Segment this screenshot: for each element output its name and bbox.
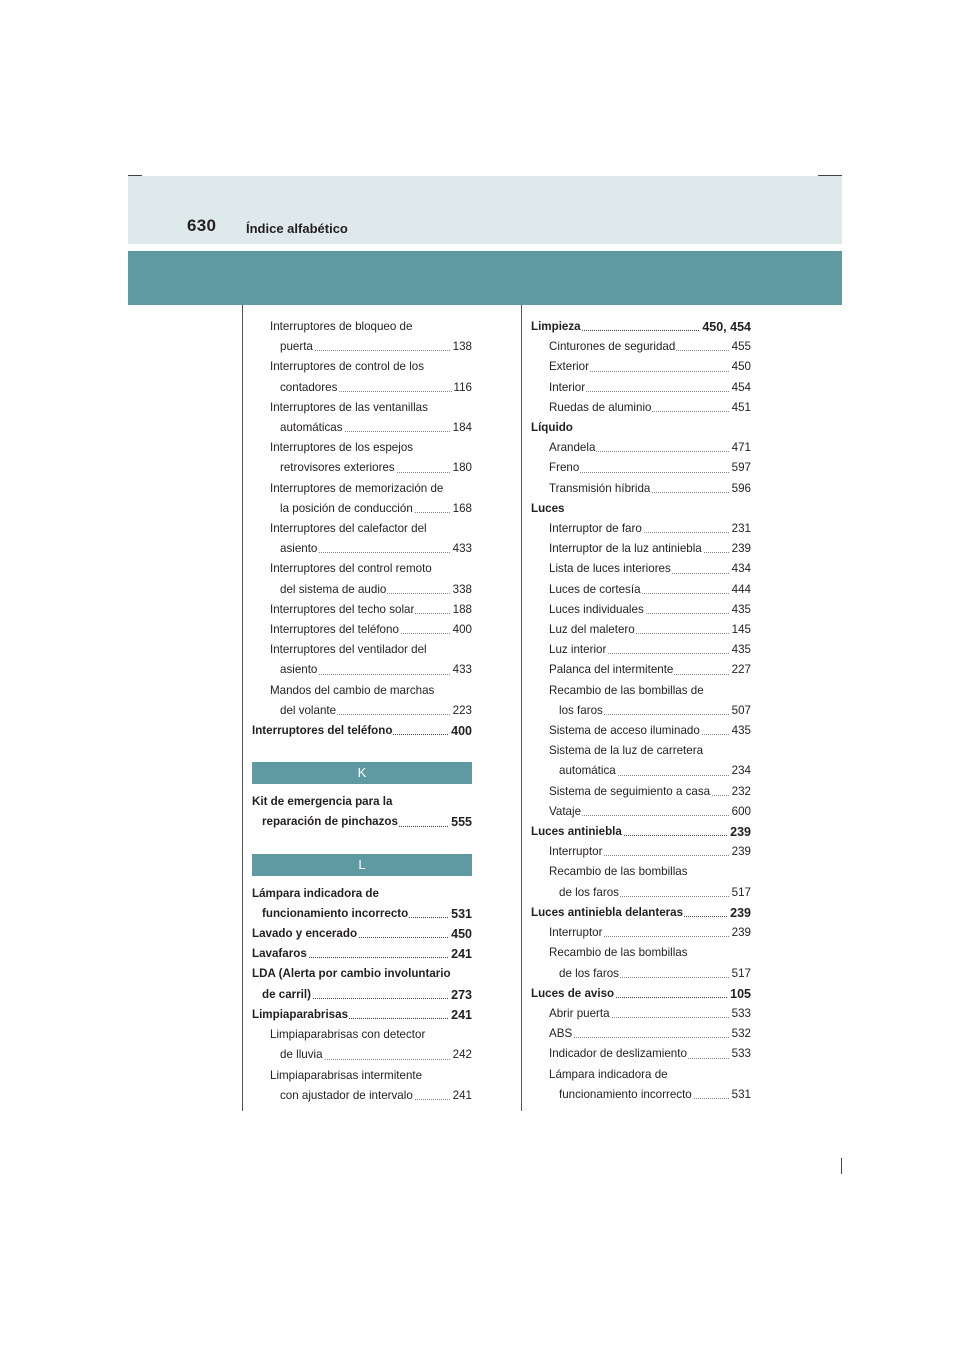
spacer (252, 741, 472, 762)
index-entry-page: 239 (730, 842, 751, 862)
index-entry-page: 435 (730, 600, 751, 620)
index-entry-label: Sistema de la luz de carretera (549, 744, 704, 758)
index-entry-label: Luces individuales (549, 602, 644, 616)
header-band (128, 251, 842, 305)
index-entry-label: Luces de aviso (531, 986, 615, 1000)
index-entry (531, 1004, 751, 1024)
index-entry-label: Interruptores de memorización de (270, 481, 444, 495)
index-entry-label: Mandos del cambio de marchas (270, 683, 435, 697)
index-entry (531, 984, 751, 1004)
index-entry (252, 438, 472, 458)
index-entry-page: 239 (728, 822, 751, 842)
index-entry (531, 640, 751, 660)
index-entry-page: 188 (451, 600, 472, 620)
index-entry-label: reparación de pinchazos (262, 815, 398, 829)
index-entry-label: funcionamiento incorrecto (262, 906, 409, 920)
index-entry-label: LDA (Alerta por cambio involuntario (252, 967, 451, 981)
index-entry-label: Kit de emergencia para la (252, 795, 393, 809)
index-entry-page: 444 (730, 580, 751, 600)
index-entry-label: Interruptor (549, 926, 603, 940)
index-entry-page: 434 (730, 559, 751, 579)
index-entry (531, 964, 751, 984)
index-entry-page: 455 (730, 337, 751, 357)
index-column-left (252, 317, 472, 1106)
index-entry-label: con ajustador de intervalo (280, 1088, 413, 1102)
index-entry (531, 559, 751, 579)
index-entry-label: Interruptores de las ventanillas (270, 400, 428, 414)
index-entry-page: 531 (449, 904, 472, 924)
index-entry-page: 450, 454 (700, 317, 751, 337)
index-entry-page: 400 (451, 620, 472, 640)
index-entry-page: 138 (451, 337, 472, 357)
index-entry (531, 357, 751, 377)
index-entry-page: 168 (451, 499, 472, 519)
index-entry-page: 184 (451, 418, 472, 438)
index-entry-page: 241 (451, 1086, 472, 1106)
index-entry-label: Lavafaros (252, 947, 307, 961)
index-entry-label: del sistema de audio (280, 582, 387, 596)
index-entry (252, 580, 472, 600)
index-entry-page: 533 (730, 1004, 751, 1024)
index-entry-page: 531 (730, 1085, 751, 1105)
index-entry (252, 539, 472, 559)
index-entry-label: Limpiaparabrisas con detector (270, 1028, 426, 1042)
page-header (128, 176, 842, 244)
index-entry (252, 701, 472, 721)
index-column-right (531, 317, 751, 1105)
index-entry (531, 1085, 751, 1105)
index-entry-label: Recambio de las bombillas (549, 946, 688, 960)
index-entry-label: Abrir puerta (549, 1006, 610, 1020)
index-entry-page: 533 (730, 1044, 751, 1064)
section-letter-header: K (252, 762, 472, 784)
index-entry-page: 597 (730, 458, 751, 478)
index-entry (252, 1086, 472, 1106)
index-entry-page: 227 (730, 660, 751, 680)
index-entry (252, 418, 472, 438)
index-entry (531, 660, 751, 680)
index-entry-page: 241 (449, 1005, 472, 1025)
index-entry-page: 507 (730, 701, 751, 721)
index-entry-label: del volante (280, 703, 337, 717)
index-entry-label: Interruptor (549, 845, 603, 859)
index-entry-page: 517 (730, 964, 751, 984)
index-entry-page: 239 (730, 923, 751, 943)
index-entry-label: Luces antiniebla (531, 825, 622, 839)
index-entry (252, 357, 472, 377)
index-entry (531, 539, 751, 559)
index-entry-page: 435 (730, 721, 751, 741)
index-entry-label: Interruptores del calefactor del (270, 522, 427, 536)
index-entry-label: Lámpara indicadora de (549, 1067, 668, 1081)
index-entry-page: 454 (730, 378, 751, 398)
index-entry-label: Limpieza (531, 320, 581, 333)
index-entry-label: Líquido (531, 421, 573, 435)
index-entry (252, 792, 472, 812)
index-entry-label: Luz del maletero (549, 623, 635, 637)
index-entry (531, 317, 751, 337)
index-entry-label: Interruptores del control remoto (270, 562, 432, 576)
index-entry-label: Luces antiniebla delanteras (531, 905, 684, 919)
index-entry (252, 1005, 472, 1025)
spacer (252, 833, 472, 854)
index-entry-page: 451 (730, 398, 751, 418)
index-entry (531, 883, 751, 903)
index-entry (252, 985, 472, 1005)
index-entry-label: Recambio de las bombillas (549, 865, 688, 879)
page-title: Índice alfabético (246, 221, 348, 236)
index-entry (252, 681, 472, 701)
index-entry (531, 782, 751, 802)
index-entry (531, 499, 751, 519)
index-entry (252, 479, 472, 499)
index-entry (531, 458, 751, 478)
index-entry-label: ABS (549, 1027, 573, 1041)
index-entry-page: 239 (728, 903, 751, 923)
index-entry (252, 964, 472, 984)
index-entry-label: Interruptor de faro (549, 522, 642, 536)
index-entry (531, 721, 751, 741)
index-entry (531, 761, 751, 781)
index-entry-label: automática (559, 764, 616, 778)
index-entry-label: Interruptores de control de los (270, 360, 425, 374)
index-entry-label: Indicador de deslizamiento (549, 1047, 687, 1061)
index-entry-label: puerta (280, 340, 313, 354)
index-entry-label: Lámpara indicadora de (252, 886, 379, 900)
index-entry-label: Sistema de seguimiento a casa (549, 784, 711, 798)
index-entry (531, 802, 751, 822)
index-entry-label: Lavado y encerado (252, 927, 358, 941)
index-entry-page: 145 (730, 620, 751, 640)
index-entry-page: 555 (449, 812, 472, 832)
index-entry-label: Lista de luces interiores (549, 562, 671, 576)
index-entry (531, 398, 751, 418)
dot-leader (549, 1037, 751, 1038)
index-entry-label: de carril) (262, 987, 311, 1001)
index-entry-page: 242 (451, 1045, 472, 1065)
index-entry-page: 450 (449, 924, 472, 944)
index-entry-page: 105 (728, 984, 751, 1004)
index-entry-label: Ruedas de aluminio (549, 400, 652, 414)
spacer (252, 784, 472, 792)
index-entry-label: Sistema de acceso iluminado (549, 724, 700, 738)
section-letter-header: L (252, 854, 472, 876)
index-entry (252, 1025, 472, 1045)
index-entry-label: Freno (549, 461, 580, 475)
index-entry-page: 435 (730, 640, 751, 660)
index-entry (252, 499, 472, 519)
index-entry (252, 904, 472, 924)
index-entry-label: contadores (280, 380, 338, 394)
index-entry (252, 1066, 472, 1086)
index-entry-label: Interior (549, 380, 586, 394)
index-entry (531, 741, 751, 761)
index-entry-page: 600 (730, 802, 751, 822)
index-entry (252, 660, 472, 680)
index-entry-page: 338 (451, 580, 472, 600)
index-entry (252, 812, 472, 832)
index-entry-page: 517 (730, 883, 751, 903)
index-entry (531, 418, 751, 438)
index-entry-page: 241 (449, 944, 472, 964)
index-entry-label: la posición de conducción (280, 501, 413, 515)
index-entry-label: los faros (559, 703, 603, 717)
index-entry-label: automáticas (280, 421, 343, 435)
index-entry (531, 822, 751, 842)
index-entry-page: 273 (449, 985, 472, 1005)
index-entry (531, 681, 751, 701)
index-entry (531, 620, 751, 640)
index-entry (531, 862, 751, 882)
index-entry (252, 721, 472, 741)
index-entry-label: Exterior (549, 360, 589, 374)
index-entry-page: 234 (730, 761, 751, 781)
index-entry (252, 458, 472, 478)
column-divider (242, 305, 243, 1111)
index-entry-page: 596 (730, 479, 751, 499)
index-entry (531, 438, 751, 458)
index-entry (531, 378, 751, 398)
index-entry (531, 701, 751, 721)
index-entry (252, 924, 472, 944)
index-entry-label: Interruptores de los espejos (270, 441, 414, 455)
index-entry-label: funcionamiento incorrecto (559, 1087, 692, 1101)
index-entry (252, 559, 472, 579)
index-entry (252, 944, 472, 964)
column-divider (521, 305, 522, 1111)
index-entry-page: 532 (730, 1024, 751, 1044)
index-entry (252, 1045, 472, 1065)
index-entry-label: asiento (280, 663, 318, 677)
index-entry-label: Limpiaparabrisas intermitente (270, 1068, 423, 1082)
index-entry (252, 884, 472, 904)
index-entry-page: 180 (451, 458, 472, 478)
index-entry (531, 923, 751, 943)
index-entry (531, 943, 751, 963)
index-entry-label: de los faros (559, 885, 619, 899)
index-entry-label: de lluvia (280, 1048, 323, 1062)
index-entry-label: Limpiaparabrisas (252, 1007, 349, 1021)
index-entry-label: asiento (280, 542, 318, 556)
index-entry (531, 580, 751, 600)
index-entry-page: 223 (451, 701, 472, 721)
index-entry-label: Transmisión híbrida (549, 481, 651, 495)
index-entry (531, 903, 751, 923)
index-entry (252, 620, 472, 640)
index-entry-page: 116 (452, 378, 472, 398)
index-entry-label: Recambio de las bombillas de (549, 683, 704, 697)
index-entry-label: Interruptor de la luz antiniebla (549, 542, 702, 556)
index-entry-page: 239 (730, 539, 751, 559)
index-entry-label: Luces de cortesía (549, 582, 641, 596)
index-entry (252, 398, 472, 418)
index-entry-page: 232 (730, 782, 751, 802)
index-entry-label: de los faros (559, 966, 619, 980)
index-entry (252, 337, 472, 357)
index-entry-label: Palanca del intermitente (549, 663, 674, 677)
index-entry-label: Interruptores del teléfono (252, 724, 393, 738)
index-entry-label: Luces (531, 501, 565, 515)
crop-mark (841, 1158, 842, 1174)
index-entry-label: Luz interior (549, 643, 607, 657)
index-entry (252, 317, 472, 337)
index-entry-label: Vataje (549, 804, 582, 818)
index-entry-page: 471 (730, 438, 751, 458)
index-entry-page: 400 (449, 721, 472, 741)
index-entry (531, 600, 751, 620)
index-entry (531, 1065, 751, 1085)
index-entry-label: Interruptores del teléfono (270, 623, 399, 637)
index-entry (252, 378, 472, 398)
index-entry (531, 479, 751, 499)
index-entry (531, 1024, 751, 1044)
spacer (252, 876, 472, 884)
index-entry-label: Cinturones de seguridad (549, 340, 676, 354)
index-entry (252, 600, 472, 620)
index-entry-page: 231 (730, 519, 751, 539)
index-entry-label: Interruptores del techo solar (270, 602, 415, 616)
index-entry-page: 450 (730, 357, 751, 377)
index-entry (531, 519, 751, 539)
index-entry-page: 433 (451, 660, 472, 680)
index-entry-label: Interruptores de bloqueo de (270, 320, 413, 333)
index-entry-label: retrovisores exteriores (280, 461, 395, 475)
index-entry (252, 519, 472, 539)
index-entry (531, 1044, 751, 1064)
index-entry (531, 337, 751, 357)
index-entry-label: Interruptores del ventilador del (270, 643, 427, 657)
index-entry-page: 433 (451, 539, 472, 559)
page-number: 630 (187, 216, 217, 235)
index-entry (252, 640, 472, 660)
index-entry-label: Arandela (549, 441, 596, 455)
index-entry (531, 842, 751, 862)
